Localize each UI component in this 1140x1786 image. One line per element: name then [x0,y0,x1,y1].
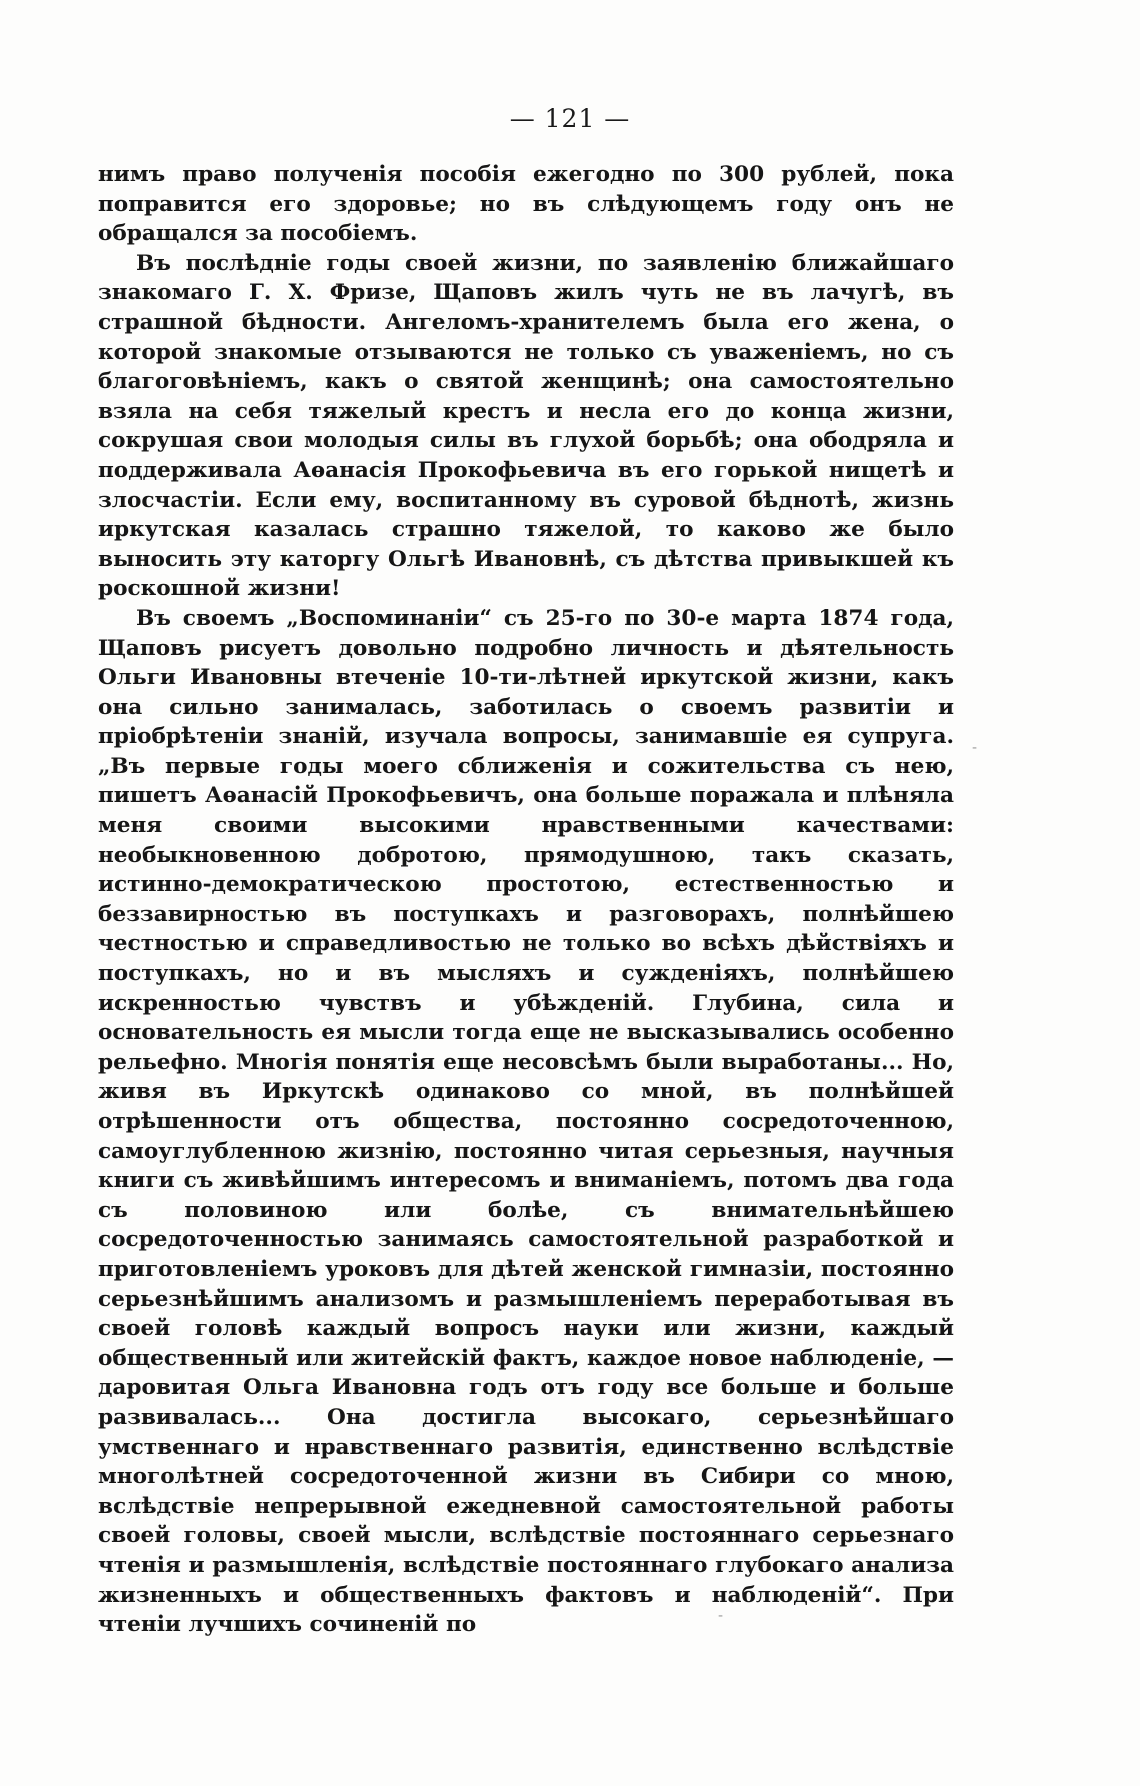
paragraph-continuation: нимъ право полученія пособія ежегодно по 300 рублей, пока поправится его здоровье; но въ слѣдующемъ году онъ не обращался за пособіемъ. [98,162,954,247]
page-number: — 121 — [509,104,631,133]
body-text [98,160,954,1640]
bottom-dash-mark: - [718,1608,724,1624]
margin-dash-mark: - [972,740,978,756]
paragraph-memoir: Въ своемъ „Воспоминаніи“ съ 25-го по 30-е марта 1874 года, Щаповъ рисуетъ довольно подробно личность и дѣятельность Ольги Ивановны втеченіе 10-ти-лѣтней иркутской жизни, какъ она сильно занималась, заботилась о своемъ развитіи и пріобрѣтеніи знаній, изучала вопросы, занимавшіе ея супруга. „Въ первые годы моего сближенія и сожительства съ нею, пишетъ Аѳанасій Прокофьевичъ, она больше поражала и плѣняла меня своими высокими нравственными качествами: необыкновенною добротою, прямодушною, такъ сказать, истинно-демократическою простотою, естественностью и беззавирностью въ поступкахъ и разговорахъ, полнѣйшею честностью и справедливостью не только во всѣхъ дѣйствіяхъ и поступкахъ, но и въ мысляхъ и сужденіяхъ, полнѣйшею искренностью чувствъ и убѣжденій. Глубина, сила и основательность ея мысли тогда еще не высказывались особенно рельефно. Многія понятія еще несовсѣмъ были выработаны... Но, живя въ Иркутскѣ одинаково со мной, въ полнѣйшей отрѣшенности отъ общества, постоянно сосредоточенною, самоуглубленною жизнію, постоянно читая серьезныя, научныя книги съ живѣйшимъ интересомъ и вниманіемъ, потомъ два года съ половиною или болѣе, съ внимательнѣйшею сосредоточенностью занимаясь самостоятельной разработкой и приготовленіемъ уроковъ для дѣтей женской гимназіи, постоянно серьезнѣйшимъ анализомъ и размышленіемъ переработывая въ своей головѣ каждый вопросъ науки или жизни, каждый общественный или житейскій фактъ, каждое новое наблюденіе, — даровитая Ольга Ивановна годъ отъ году все больше и больше развивалась... Она достигла высокаго, серьезнѣйшаго умственнаго и нравственнаго развитія, единственно вслѣдствіе многолѣтней сосредоточенной жизни въ Сибири со мною, вслѣдствіе непрерывной ежедневной самостоятельной работы своей головы, своей мысли, вслѣдствіе постояннаго серьезнаго чтенія и размышленія, вслѣдствіе постояннаго глубокаго анализа жизненныхъ и общественныхъ фактовъ и наблюденій“. При чтеніи лучшихъ сочиненій по [98,605,954,1638]
paragraph-poverty: Въ послѣдніе годы своей жизни, по заявленію ближайшаго знакомаго Г. Х. Фризе, Щаповъ жилъ чуть не въ лачугѣ, въ страшной бѣдности. Ангеломъ-хранителемъ была его жена, о которой знакомые отзываются не только съ уваженіемъ, но съ благоговѣніемъ, какъ о святой женщинѣ; она самостоятельно взяла на себя тяжелый крестъ и несла его до конца жизни, сокрушая свои молодыя силы въ глухой борьбѣ; она ободряла и поддерживала Аѳанасія Прокофьевича въ его горькой нищетѣ и злосчастіи. Если ему, воспитанному въ суровой бѣднотѣ, жизнь иркутская казалась страшно тяжелой, то каково же было выносить эту каторгу Ольгѣ Ивановнѣ, съ дѣтства привыкшей къ роскошной жизни! [98,250,954,602]
